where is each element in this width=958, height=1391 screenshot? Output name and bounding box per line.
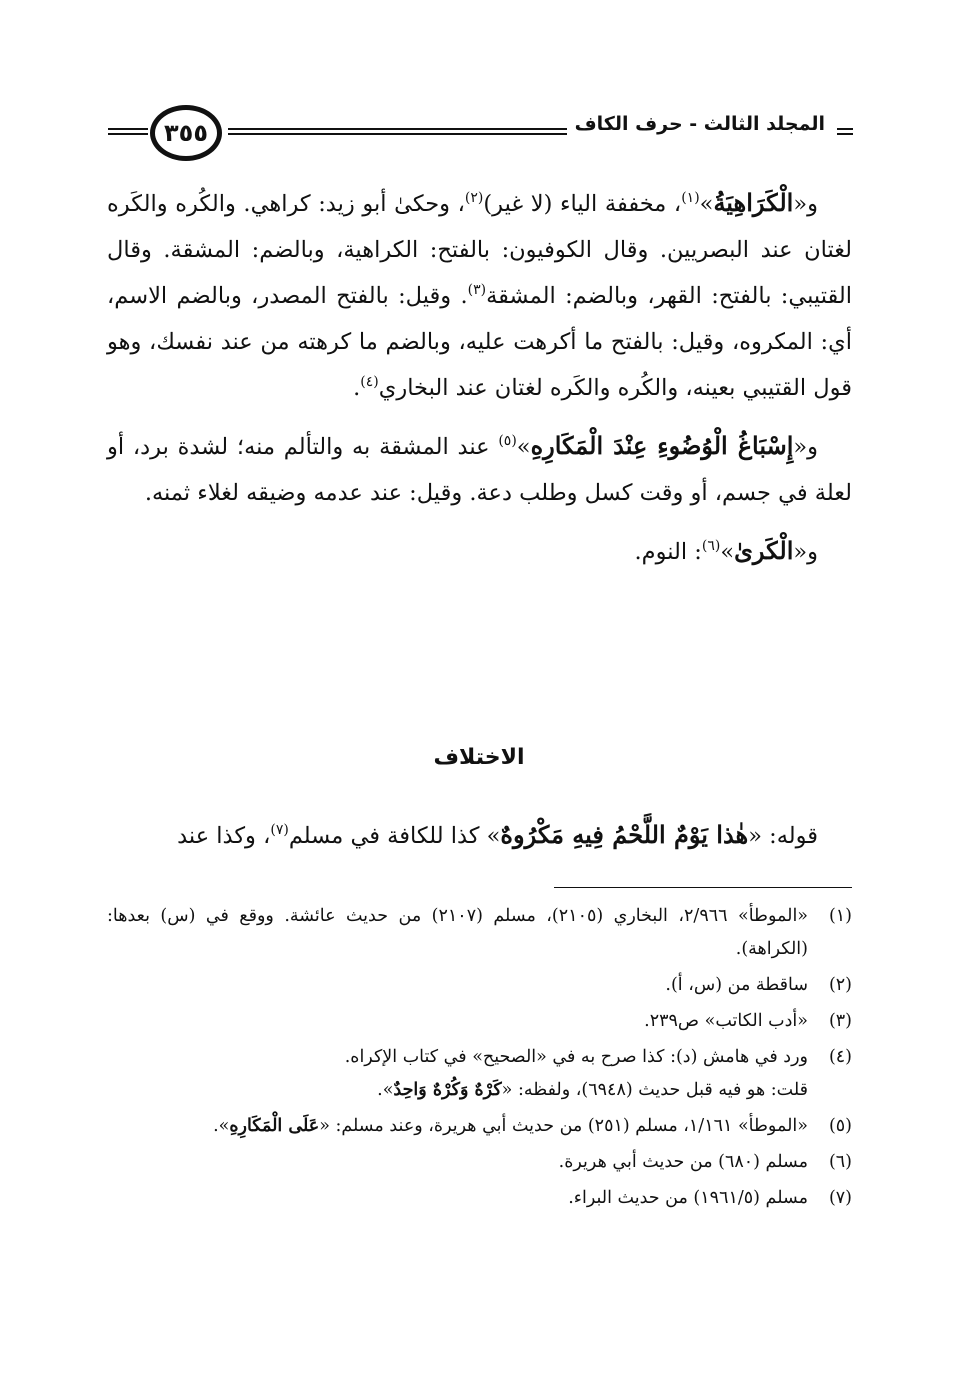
paragraph-text: » كذا للكافة في مسلم	[288, 823, 501, 849]
paragraph-kara	[107, 528, 852, 575]
footnote-term: كَرْهٌ وَكُرْهٌ وَاحِدٌ	[393, 1080, 502, 1100]
term-karahiya: الْكَرَاهِيَةُ	[713, 188, 794, 217]
footnote-text: «الموطأ» ٢/٩٦٦، البخاري (٢١٠٥)، مسلم (٢١٠٧) من حديث عائشة. ووقع في (س) بعدها: (الكراهة).	[107, 906, 809, 959]
paragraph-text: قوله: «	[748, 823, 818, 849]
section-heading: الاختلاف	[433, 745, 525, 770]
page-number-badge	[150, 105, 222, 161]
running-header	[108, 100, 853, 166]
paragraph-text: : النوم.	[634, 539, 702, 565]
quote-close: »	[699, 191, 714, 217]
term-kara: الْكَرىٰ	[734, 536, 794, 565]
main-text	[107, 180, 852, 587]
footnote-ref-1[interactable]: (١)	[681, 190, 700, 206]
quote-close: »	[516, 434, 531, 460]
quote-close: »	[720, 539, 735, 565]
footnote-term: عَلَى الْمَكَارِهِ	[229, 1116, 320, 1136]
footnote-3	[107, 1005, 852, 1038]
paragraph-text: ، مخففة الياء (لا غير)	[483, 191, 682, 217]
footnote-separator	[554, 887, 852, 888]
footnote-text: ساقطة من (س، أ).	[665, 975, 808, 995]
footnote-text	[107, 1110, 808, 1143]
footnote-ref-5[interactable]: (٥)	[498, 433, 517, 449]
footnote-number: (٦)	[828, 1152, 852, 1172]
quote-open: و«	[793, 539, 818, 565]
term-hadith: هٰذا يَوْمٌ اللَّحْمُ فِيهِ مَكْرُوهٌ	[500, 820, 749, 849]
footnote-number: (٥)	[828, 1116, 852, 1136]
footnote-line: «الموطأ» ١/١٦١، مسلم (٢٥١) من حديث أبي هريرة، وعند مسلم: «	[319, 1116, 808, 1136]
footnote-number: (١)	[828, 906, 852, 926]
footnote-5	[107, 1110, 852, 1143]
footnote-ref-2[interactable]: (٢)	[464, 190, 484, 206]
header-rule	[228, 128, 593, 135]
footnote-line: ورد في هامش (د): كذا صرح به في «الصحيح» في كتاب الإكراه.	[344, 1047, 808, 1067]
footnote-7	[107, 1182, 852, 1215]
footnote-text	[107, 1041, 808, 1107]
paragraph-text: . وقيل: بالفتح المصدر، وبالضم الاسم، أي: المكروه، وقيل: بالفتح ما أكرهت عليه، وبالضم ما كرهته من عند نفسك، وهو قول القتيبي بعينه، والكُره والكَره لغتان عند البخاري	[107, 283, 852, 401]
footnote-ref-4[interactable]: (٤)	[360, 374, 379, 390]
footnotes	[107, 900, 852, 1218]
footnote-2	[107, 969, 852, 1002]
footnote-1	[107, 900, 852, 966]
footnote-6	[107, 1146, 852, 1179]
paragraph-text: ، وكذا عند	[177, 823, 271, 849]
paragraph-text: ، وحكىٰ أبو زيد: كراهي. والكُره والكَره لغتان عند البصريين. وقال الكوفيون: بالفتح: الكراهية، وبالضم: المشقة. وقال القتيبي: بالفتح: القهر، وبالضم: المشقة	[107, 191, 852, 309]
paragraph-ikhtilaf	[107, 812, 852, 859]
footnote-number: (٧)	[828, 1188, 852, 1208]
header-title: المجلد الثالث - حرف الكاف	[567, 113, 833, 135]
quote-open: و«	[793, 434, 819, 460]
footnote-ref-7[interactable]: (٧)	[270, 822, 289, 838]
footnote-text: «أدب الكاتب» ص٢٣٩.	[644, 1011, 808, 1031]
term-isbagh: إِسْبَاغُ الْوُضُوءِ عِنْدَ الْمَكَارِهِ	[530, 431, 794, 460]
footnote-number: (٢)	[828, 975, 852, 995]
footnote-number: (٣)	[828, 1011, 852, 1031]
quote-open: و«	[793, 191, 818, 217]
footnote-line: قلت: هو فيه قبل حديث (٦٩٤٨)، ولفظه: «	[501, 1080, 808, 1100]
header-rule	[108, 128, 148, 135]
footnote-ref-3[interactable]: (٣)	[467, 282, 487, 298]
paragraph-karahiya	[107, 180, 852, 411]
page-number: ٣٥٥	[164, 119, 208, 147]
paragraph-text: عند المشقة به والتألم منه؛ لشدة برد، أو لعلة في جسم، أو وقت كسل وطلب دعة. وقيل: عند عدمه وضيقه لغلاء ثمنه.	[107, 434, 852, 506]
footnote-text: مسلم (٦٨٠) من حديث أبي هريرة.	[558, 1152, 808, 1172]
paragraph-text: .	[353, 375, 361, 401]
footnote-number: (٤)	[828, 1047, 852, 1067]
paragraph-isbagh	[107, 423, 852, 516]
footnote-text: مسلم (١٩٦١/٥) من حديث البراء.	[568, 1188, 808, 1208]
header-rule	[837, 128, 853, 135]
footnote-ref-6[interactable]: (٦)	[701, 538, 721, 554]
footnote-4	[107, 1041, 852, 1107]
footnote-line: ».	[213, 1116, 230, 1136]
footnote-line: ».	[377, 1080, 394, 1100]
